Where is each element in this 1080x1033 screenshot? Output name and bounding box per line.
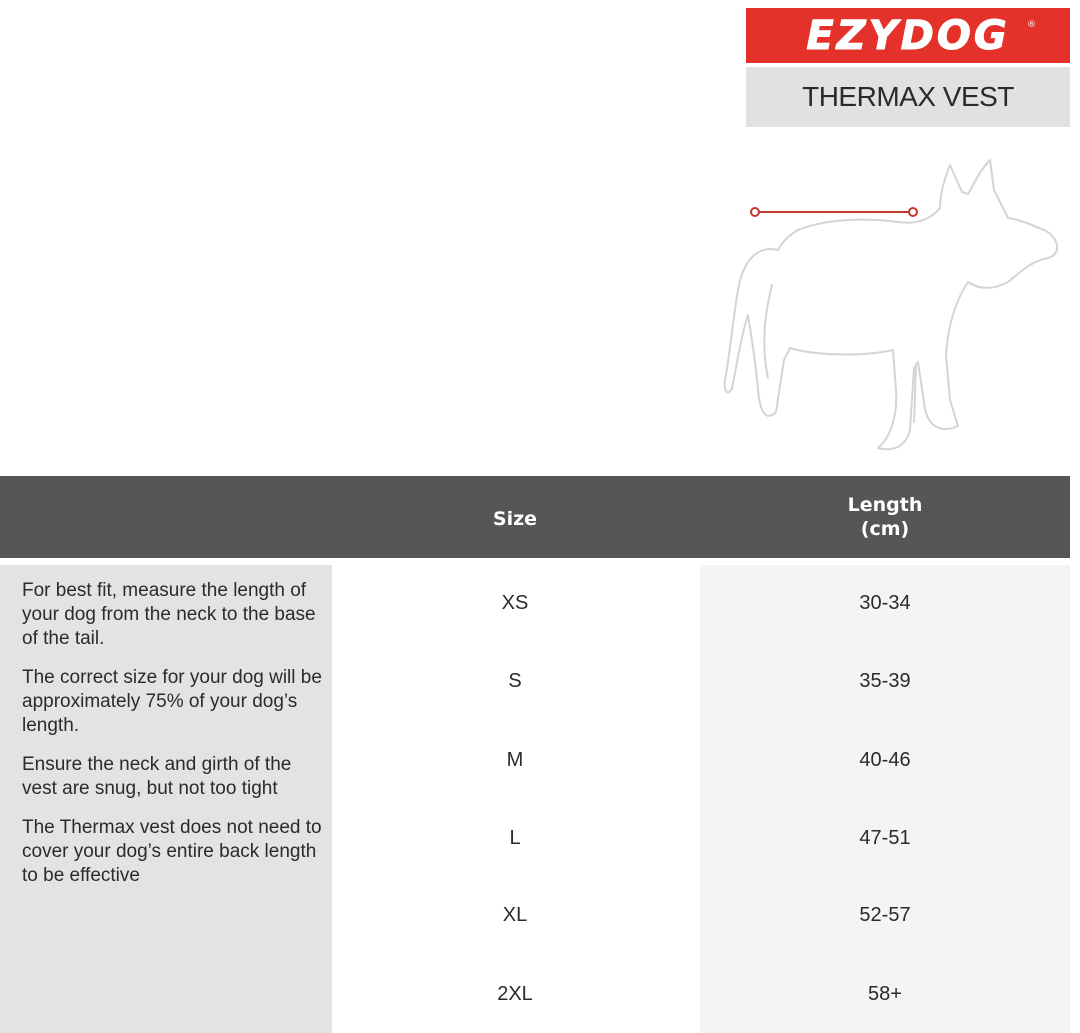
product-title: THERMAX VEST [802,81,1014,112]
length-cell: 30-34 [859,592,911,614]
header-length [810,493,960,541]
logo-text: EZYDOG [806,12,1010,59]
size-cell: S [508,670,522,692]
length-cell: 40-46 [859,749,911,771]
length-cell: 58+ [868,983,902,1005]
size-cell: 2XL [497,983,533,1005]
length-cell: 35-39 [859,670,911,692]
size-cell: M [506,749,524,771]
table-header [0,476,1070,558]
length-cell: 47-51 [859,827,911,849]
registered-mark: ® [1027,20,1036,30]
length-column-background [700,565,1070,1033]
size-cell: L [509,827,521,849]
brand-logo [746,8,1070,63]
size-cell: XS [501,592,529,614]
length-cell: 52-57 [859,904,911,926]
size-cell: XL [502,904,528,926]
header-length-line1: Length [847,494,923,516]
header-size: Size [492,508,538,530]
instruction-item: For best fit, measure the length of your dog from the neck to the base of the tail. [22,580,316,649]
dog-silhouette-icon [718,150,1068,460]
instruction-item: The Thermax vest does not need to cover your dog’s entire back length to be effective [22,817,322,886]
instruction-item: The correct size for your dog will be approximately 75% of your dog’s length. [22,667,322,736]
header-length-line2: (cm) [860,518,910,540]
instruction-item: Ensure the neck and girth of the vest are snug, but not too tight [22,754,292,799]
product-title-box [746,67,1070,127]
